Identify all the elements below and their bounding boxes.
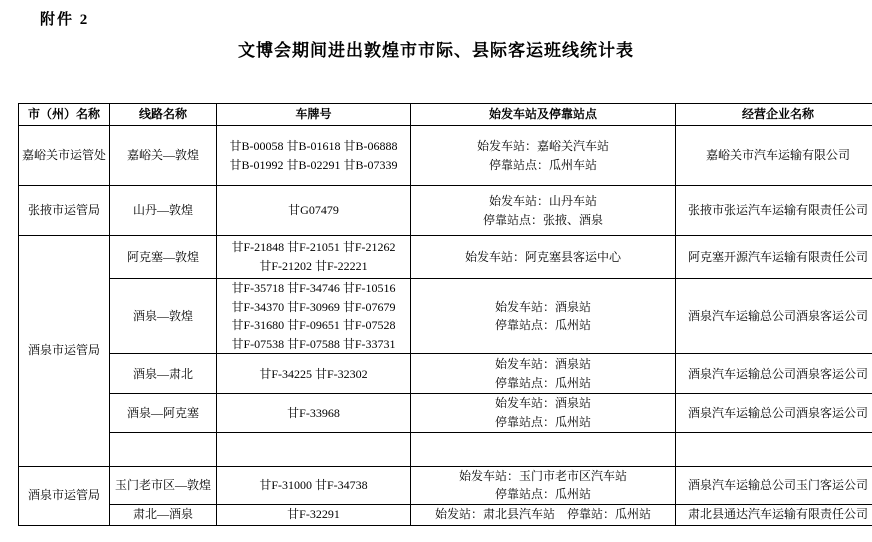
header-route: 线路名称 bbox=[110, 104, 217, 126]
plates-cell bbox=[217, 354, 411, 394]
stations-cell bbox=[411, 279, 676, 354]
company-cell: 阿克塞开源汽车运输有限责任公司 bbox=[676, 236, 872, 279]
plate-line: 甘F-34370 甘F-30969 甘F-07679 bbox=[231, 299, 396, 314]
station-line: 停靠站点：张掖、酒泉 bbox=[482, 212, 603, 227]
header-plates: 车牌号 bbox=[217, 104, 411, 126]
route-cell: 嘉峪关—敦煌 bbox=[110, 126, 217, 186]
plate-line: 甘B-00058 甘B-01618 甘B-06888 bbox=[229, 138, 398, 153]
company-cell: 酒泉汽车运输总公司酒泉客运公司 bbox=[676, 394, 872, 432]
stations-cell bbox=[411, 354, 676, 394]
table-row bbox=[19, 394, 872, 432]
route-cell: 阿克塞—敦煌 bbox=[110, 236, 217, 279]
agency-cell: 酒泉市运管局 bbox=[19, 236, 110, 467]
table-row bbox=[19, 279, 872, 354]
stations-cell bbox=[411, 186, 676, 236]
company-cell: 酒泉汽车运输总公司玉门客运公司 bbox=[676, 466, 872, 504]
plates-cell bbox=[217, 236, 411, 279]
stations-cell bbox=[411, 504, 676, 525]
station-line: 始发站：肃北县汽车站 停靠站：瓜州站 bbox=[434, 507, 651, 522]
plate-line: 甘F-33968 bbox=[287, 405, 340, 420]
plates-cell bbox=[217, 432, 411, 466]
station-line: 停靠站点：瓜州站 bbox=[494, 318, 591, 333]
station-line: 停靠站点：瓜州站 bbox=[494, 487, 591, 502]
table-row-empty bbox=[19, 432, 872, 466]
station-line: 始发车站：酒泉站 bbox=[494, 396, 591, 411]
station-line: 始发车站：阿克塞县客运中心 bbox=[464, 249, 621, 264]
company-cell: 张掖市张运汽车运输有限责任公司 bbox=[676, 186, 872, 236]
route-cell: 酒泉—阿克塞 bbox=[110, 394, 217, 432]
company-cell: 肃北县通达汽车运输有限责任公司 bbox=[676, 504, 872, 525]
route-cell: 玉门老市区—敦煌 bbox=[110, 466, 217, 504]
plates-cell bbox=[217, 126, 411, 186]
table-row bbox=[19, 354, 872, 394]
agency-cell: 嘉峪关市运管处 bbox=[19, 126, 110, 186]
station-line: 始发车站：山丹车站 bbox=[488, 193, 597, 208]
plate-line: 甘G07479 bbox=[288, 203, 339, 218]
company-cell: 酒泉汽车运输总公司酒泉客运公司 bbox=[676, 279, 872, 354]
plate-line: 甘F-32291 bbox=[287, 507, 340, 522]
route-cell bbox=[110, 432, 217, 466]
table-row bbox=[19, 236, 872, 279]
route-cell: 酒泉—肃北 bbox=[110, 354, 217, 394]
plate-line: 甘F-35718 甘F-34746 甘F-10516 bbox=[231, 281, 396, 295]
plates-cell bbox=[217, 186, 411, 236]
station-line: 始发车站：嘉峪关汽车站 bbox=[476, 138, 609, 153]
table-header-row bbox=[19, 104, 872, 126]
plate-line: 甘F-34225 甘F-32302 bbox=[259, 366, 368, 381]
header-agency: 市（州）名称 bbox=[19, 104, 110, 126]
plate-line: 甘F-31680 甘F-09651 甘F-07528 bbox=[231, 318, 396, 333]
header-company: 经营企业名称 bbox=[676, 104, 872, 126]
attachment-label: 附件 2 bbox=[40, 12, 90, 28]
plate-line: 甘F-07538 甘F-07588 甘F-33731 bbox=[231, 336, 396, 351]
plate-line: 甘F-21202 甘F-22221 bbox=[259, 259, 368, 273]
stations-cell bbox=[411, 432, 676, 466]
stations-cell bbox=[411, 236, 676, 279]
table-row bbox=[19, 126, 872, 186]
plates-cell bbox=[217, 466, 411, 504]
plates-cell bbox=[217, 279, 411, 354]
stations-cell bbox=[411, 466, 676, 504]
transport-routes-table bbox=[18, 103, 872, 526]
stations-cell bbox=[411, 394, 676, 432]
agency-cell: 酒泉市运管局 bbox=[19, 466, 110, 525]
station-line: 停靠站点：瓜州站 bbox=[494, 375, 591, 390]
company-cell bbox=[676, 432, 872, 466]
station-line: 停靠站点：瓜州站 bbox=[494, 414, 591, 429]
plate-line: 甘F-31000 甘F-34738 bbox=[259, 477, 368, 492]
company-cell: 嘉峪关市汽车运输有限公司 bbox=[676, 126, 872, 186]
station-line: 始发车站：酒泉站 bbox=[494, 357, 591, 372]
stations-cell bbox=[411, 126, 676, 186]
station-line: 停靠站点：瓜州车站 bbox=[488, 157, 597, 172]
station-line: 始发车站：酒泉站 bbox=[494, 299, 591, 314]
table-row bbox=[19, 186, 872, 236]
route-cell: 山丹—敦煌 bbox=[110, 186, 217, 236]
header-stations: 始发车站及停靠站点 bbox=[411, 104, 676, 126]
table-row bbox=[19, 466, 872, 504]
plate-line: 甘B-01992 甘B-02291 甘B-07339 bbox=[229, 157, 398, 172]
route-cell: 酒泉—敦煌 bbox=[110, 279, 217, 354]
plate-line: 甘F-21848 甘F-21051 甘F-21262 bbox=[231, 240, 396, 255]
agency-cell: 张掖市运管局 bbox=[19, 186, 110, 236]
page-title: 文博会期间进出敦煌市市际、县际客运班线统计表 bbox=[238, 41, 634, 60]
plates-cell bbox=[217, 504, 411, 525]
company-cell: 酒泉汽车运输总公司酒泉客运公司 bbox=[676, 354, 872, 394]
route-cell: 肃北—酒泉 bbox=[110, 504, 217, 525]
table-row bbox=[19, 504, 872, 525]
plates-cell bbox=[217, 394, 411, 432]
station-line: 始发车站：玉门市老市区汽车站 bbox=[458, 468, 627, 483]
